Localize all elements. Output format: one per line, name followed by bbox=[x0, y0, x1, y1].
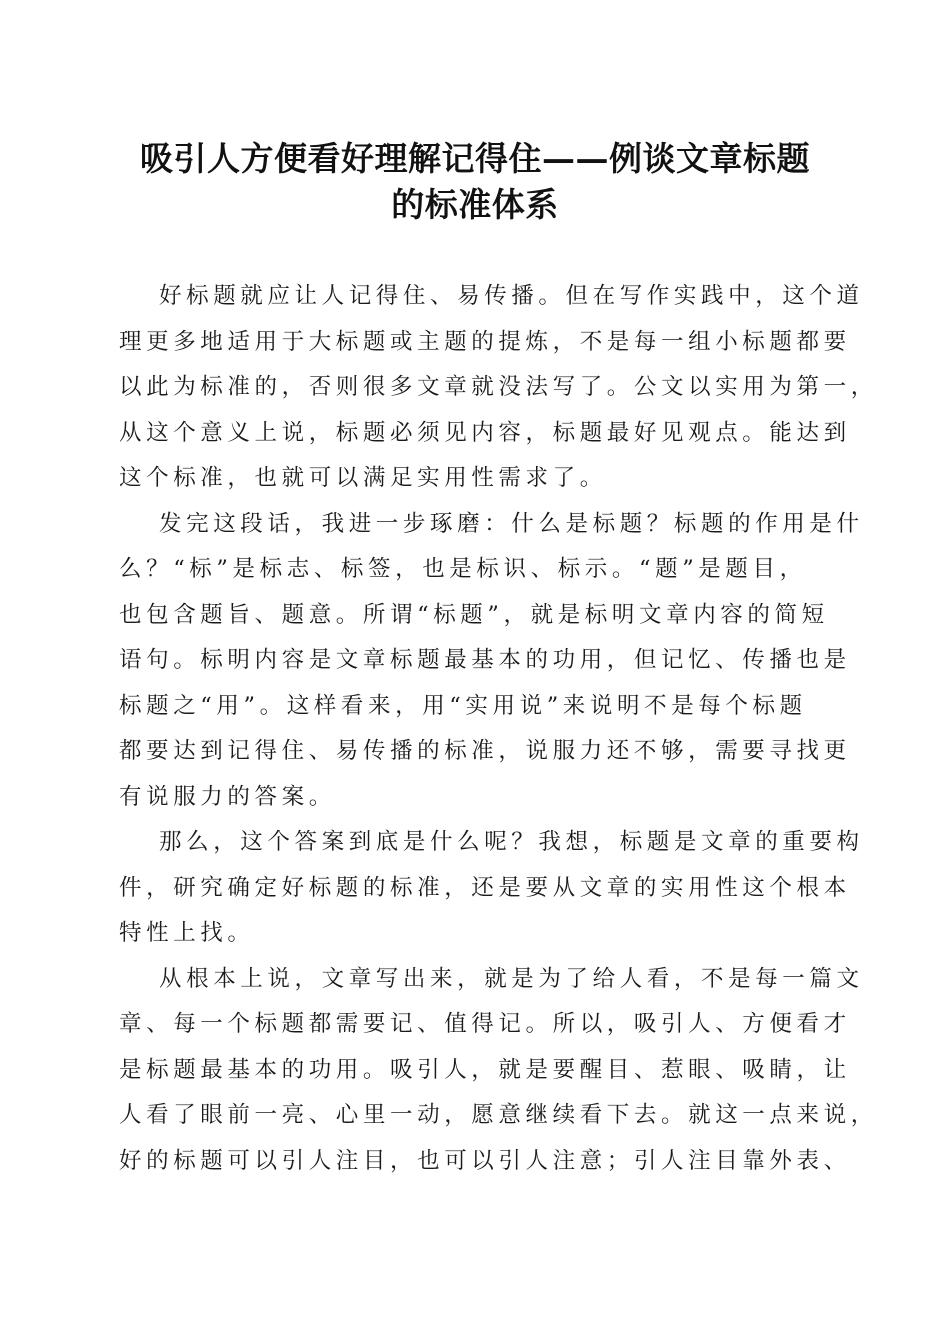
text-line: 以此为标准的，否则很多文章就没法写了。公文以实用为第一， bbox=[119, 374, 878, 400]
text-line: 特性上找。 bbox=[119, 920, 255, 946]
text-line: 语句。标明内容是文章标题最基本的功用，但记忆、传播也是 bbox=[119, 647, 851, 673]
text-line: 么？“标”是标志、标签，也是标识、标示。“题”是题目， bbox=[119, 556, 807, 582]
paragraph bbox=[119, 274, 878, 502]
paragraph bbox=[119, 957, 878, 1185]
document-title bbox=[100, 136, 850, 228]
text-line: 这个标准，也就可以满足实用性需求了。 bbox=[119, 465, 607, 491]
text-line: 好标题就应让人记得住、易传播。但在写作实践中，这个道 bbox=[159, 283, 864, 309]
text-line: 也包含题旨、题意。所谓“标题”，就是标明文章内容的简短 bbox=[119, 601, 829, 628]
paragraph bbox=[119, 820, 864, 957]
text-line: 都要达到记得住、易传播的标准，说服力还不够，需要寻找更 bbox=[119, 738, 851, 764]
text-line: 章、每一个标题都需要记、值得记。所以，吸引人、方便看才 bbox=[119, 1011, 851, 1037]
text-line: 理更多地适用于大标题或主题的提炼，不是每一组小标题都要 bbox=[119, 328, 851, 355]
text-line: 从这个意义上说，标题必须见内容，标题最好见观点。能达到 bbox=[119, 419, 851, 446]
text-line: 件，研究确定好标题的标准，还是要从文章的实用性这个根本 bbox=[119, 874, 851, 901]
paragraph bbox=[119, 502, 864, 821]
text-line: 从根本上说，文章写出来，就是为了给人看，不是每一篇文 bbox=[159, 965, 864, 992]
title-line: 吸引人方便看好理解记得住——例谈文章标题 bbox=[140, 139, 810, 178]
text-line: 标题之“用”。这样看来，用“实用说”来说明不是每个标题 bbox=[119, 692, 807, 719]
document-body bbox=[119, 274, 878, 1184]
text-line: 好的标题可以引人注目，也可以引人注意；引人注目靠外表、 bbox=[119, 1147, 851, 1174]
text-line: 发完这段话，我进一步琢磨：什么是标题？标题的作用是什 bbox=[159, 510, 864, 537]
text-line: 人看了眼前一亮、心里一动，愿意继续看下去。就这一点来说， bbox=[119, 1102, 878, 1128]
text-line: 有说服力的答案。 bbox=[119, 783, 336, 810]
text-line: 那么，这个答案到底是什么呢？我想，标题是文章的重要构 bbox=[159, 829, 864, 855]
title-line: 的标准体系 bbox=[391, 185, 559, 224]
text-line: 是标题最基本的功用。吸引人，就是要醒目、惹眼、吸睛，让 bbox=[119, 1056, 851, 1083]
